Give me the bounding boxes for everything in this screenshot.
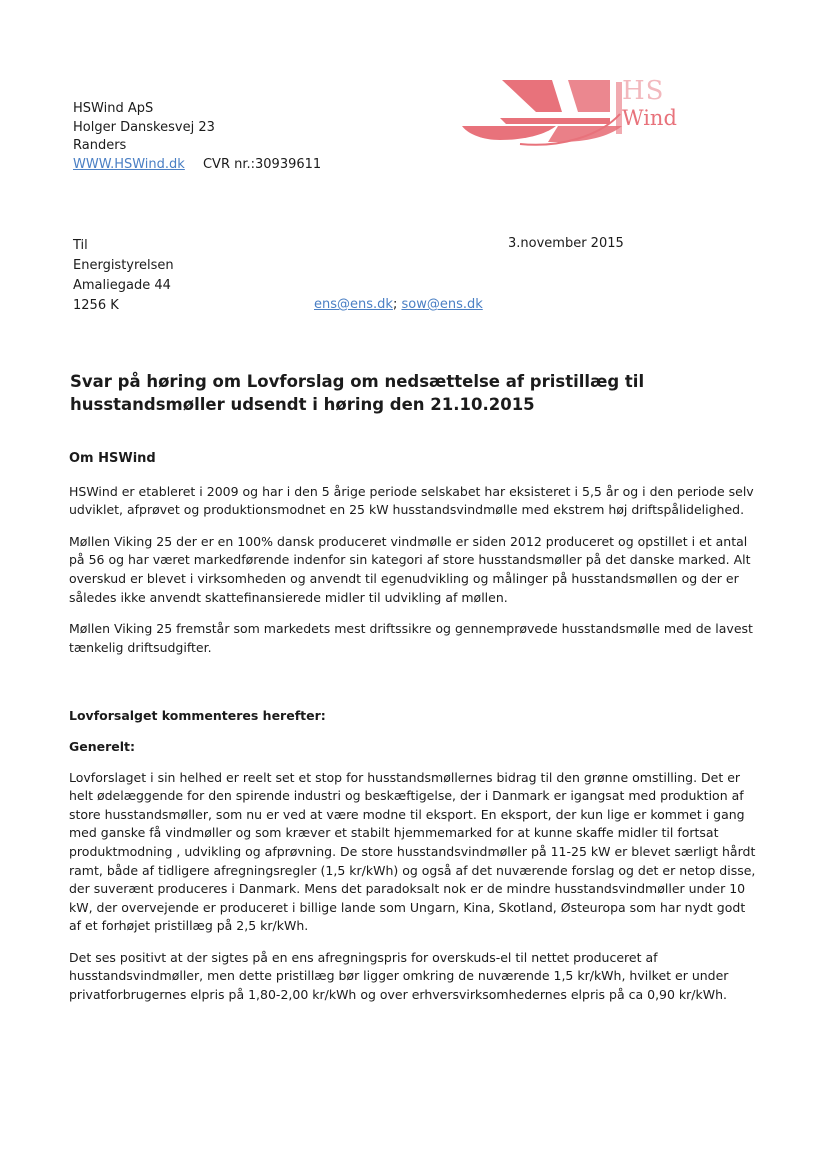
logo-wordmark [622, 78, 677, 129]
recipient-to: Til [73, 238, 88, 253]
logo-hs: HS [622, 76, 665, 106]
cvr-number: CVR nr.:30939611 [202, 156, 322, 172]
about-heading: Om HSWind [69, 451, 156, 466]
recipient-street: Amaliegade 44 [73, 278, 171, 293]
comments-subheading: Generelt: [69, 738, 136, 754]
about-paragraph-3: Møllen Viking 25 fremstår som markedets mest driftssikre og gennemprøvede husstandsmølle med de lavest tænkelig driftsudgifter. [69, 621, 753, 655]
letter-body [69, 450, 759, 1018]
sender-web-row [73, 156, 321, 175]
email-addresses [314, 297, 483, 312]
email-separator: ; [392, 297, 398, 312]
recipient-postal: 1256 K [73, 298, 119, 313]
comments-heading: Lovforsalget kommenteres herefter: [69, 708, 326, 724]
sender-address [73, 100, 321, 174]
logo-wind: Wind [622, 106, 677, 130]
section-gap [69, 670, 759, 707]
recipient-org: Energistyrelsen [73, 258, 174, 273]
sender-company: HSWind ApS [73, 101, 154, 116]
about-paragraph-1: HSWind er etableret i 2009 og har i den 5 årige periode selskabet har eksisteret i 5,5 år og i den periode selv udviklet, afprøvet og produktionsmodnet en 25 kW husstandsvindmølle med ekstrem høj driftspålidelighed. [69, 483, 754, 518]
sender-street: Holger Danskesvej 23 [73, 119, 215, 135]
comments-paragraph-1: Lovforslaget i sin helhed er reelt set et stop for husstandsmøllernes bidrag til den grønne omstilling. Det er helt ødelæggende for den spirende industri og beskæftigelse, der i Danmark er igangsat med produktion af store husstandsmøller, som nu er ved at være modne til eksport. En eksport, der kun lige er kommet i gang med ganske få vindmøller og som kræver et stabilt hjemmemarked for at kunne skaffe midler til fortsat produktmodning , udvikling og afprøvning. De store husstandsvindmøller på 11-25 kW er blevet særligt hårdt ramt, både af tidligere afregningsregler (1,5 kr/kWh) og også af det nuværende forslag og det er netop disse, der suverænt produceres i Danmark. Mens det paradoksalt nok er de mindre husstandsvindmøller under 10 kW, der overvejende er produceret i billige lande som Ungarn, Kina, Skotland, Østeuropa som har nydt godt af et forhøjet pristillæg på 2,5 kr/kWh. [69, 769, 756, 934]
about-paragraph-2: Møllen Viking 25 der er en 100% dansk produceret vindmølle er siden 2012 produceret og opstillet i et antal på 56 og har været markedførende indenfor sin kategori af store husstandsmøller på det danske marked. Alt overskud er blevet i virksomheden og anvendt til egenudvikling og målinger på husstandsmøllen og der er således ikke anvendt skattefinansierede midler til udvikling af møllen. [69, 533, 751, 605]
email-link-sow[interactable]: sow@ens.dk [401, 297, 483, 312]
website-link[interactable]: WWW.HSWind.dk [73, 156, 185, 172]
letter-title: Svar på høring om Lovforslag om nedsættelse af pristillæg til husstandsmøller udsendt i høring den 21.10.2015 [70, 372, 645, 414]
comments-paragraph-2: Det ses positivt at der sigtes på en ens afregningspris for overskuds-el til nettet produceret af husstandsvindmøller, men dette pristillæg bør ligger omkring de nuværende 1,5 kr/kWh, hvilket er under privatforbrugernes elpris på 1,80-2,00 kr/kWh og over erhversvirksomhedernes elpris på ca 0,90 kr/kWh. [69, 949, 729, 1003]
email-link-ens[interactable]: ens@ens.dk [314, 297, 393, 312]
sender-city: Randers [73, 138, 127, 153]
recipient-address [73, 236, 174, 316]
letter-date: 3.november 2015 [508, 236, 624, 251]
